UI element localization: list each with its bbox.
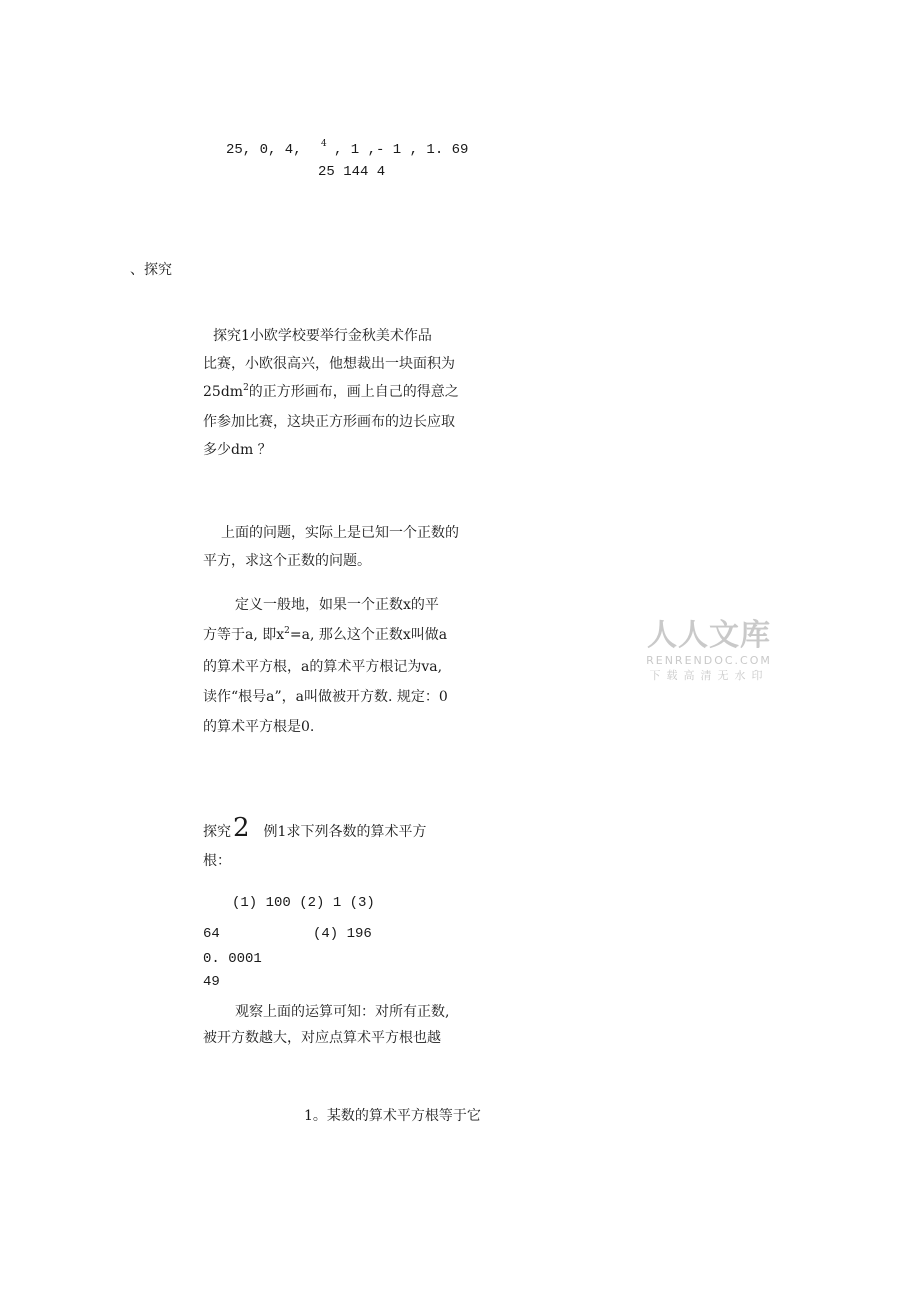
square-exponent: 2	[284, 626, 290, 636]
watermark-caption: 下载高清无水印	[649, 669, 769, 682]
observation-paragraph	[203, 999, 449, 1051]
inquiry-1-line: 多少dm ？	[203, 442, 272, 458]
exercise-item-1: 1。某数的算术平方根等于它	[304, 1108, 481, 1124]
inquiry-1-paragraph	[203, 322, 459, 464]
fraction-numerator: 4	[321, 139, 327, 149]
inquiry-2-heading	[203, 813, 426, 843]
question-paragraph	[203, 519, 459, 575]
definition-text: =a, 那么这个正数x叫做a	[289, 627, 448, 643]
section-heading: 、探究	[130, 262, 172, 278]
number-list-values-cont: , 1 ,- 1 , 1. 69	[334, 142, 469, 158]
definition-line: 的算术平方根是0.	[203, 719, 315, 735]
watermark-subtitle: RENRENDOC.COM	[646, 654, 772, 667]
exercise-row-1: (1) 100 (2) 1 (3)	[232, 895, 375, 911]
definition-text: 方等于a, 即x	[203, 627, 285, 643]
inquiry-2-label: 探究	[203, 824, 231, 840]
inquiry-1-line: 的正方形画布，画上自己的得意之	[248, 384, 459, 400]
watermark-logo	[644, 618, 774, 684]
inquiry-1-line-area	[203, 378, 459, 408]
inquiry-1-line: 作参加比赛，这块正方形画布的边长应取	[203, 414, 455, 430]
definition-paragraph	[203, 590, 448, 742]
number-list-values: 25, 0, 4,	[226, 142, 302, 158]
question-line: 平方，求这个正数的问题。	[203, 553, 371, 569]
number-list-line-1	[226, 142, 302, 158]
exercise-row-3: 0. 0001	[203, 951, 262, 967]
inquiry-1-line: 探究1小欧学校要举行金秋美术作品	[213, 328, 432, 344]
question-line: 上面的问题，实际上是已知一个正数的	[221, 525, 459, 541]
exercise-row-2-b: (4) 196	[313, 926, 372, 942]
inquiry-2-title-cont: 根：	[203, 853, 231, 869]
inquiry-1-line: 比赛，小欧很高兴，他想裁出一块面积为	[203, 356, 455, 372]
exercise-row-2-a: 64	[203, 926, 220, 942]
area-value: 25dm	[203, 384, 244, 400]
inquiry-2-title: 例1求下列各数的算术平方	[263, 824, 427, 840]
definition-line: 读作“根号a”，a叫做被开方数. 规定：0	[203, 689, 448, 705]
inquiry-2-number: 2	[233, 813, 250, 843]
exercise-row-4: 49	[203, 974, 220, 990]
observation-line: 被开方数越大，对应点算术平方根也越	[203, 1030, 441, 1046]
area-exponent: 2	[243, 383, 249, 393]
watermark-title: 人人文库	[647, 618, 771, 653]
definition-line: 的算术平方根，a的算术平方根记为va,	[203, 659, 443, 675]
fraction-denominators: 25 144 4	[318, 164, 386, 180]
definition-line	[203, 620, 448, 652]
definition-line: 定义一般地，如果一个正数x的平	[235, 597, 439, 613]
observation-line: 观察上面的运算可知：对所有正数,	[235, 1004, 450, 1020]
